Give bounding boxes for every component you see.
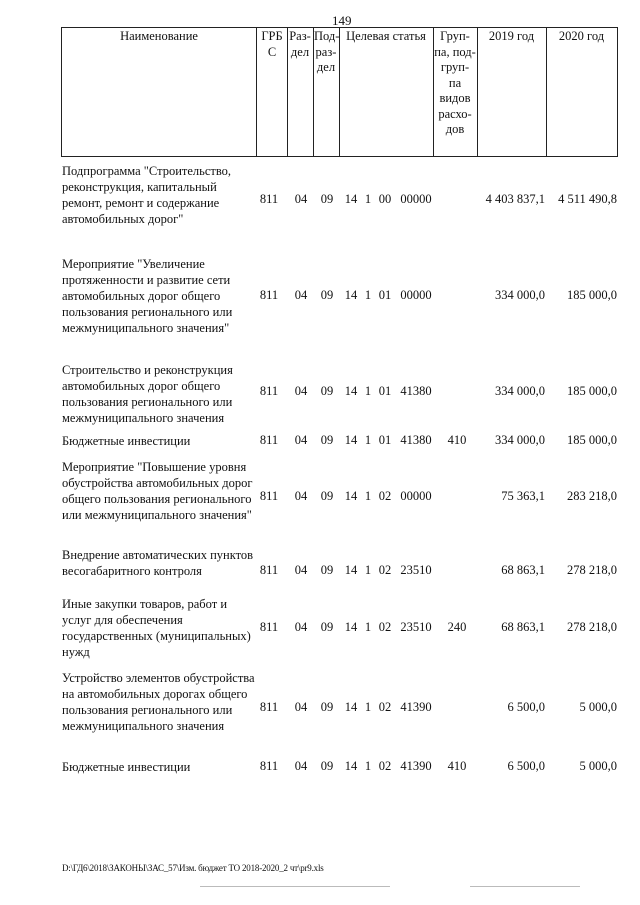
cell-cs1: 14 — [344, 563, 358, 577]
header-year-2020: 2020 год — [558, 29, 605, 43]
header-razdel: Раз- дел — [289, 29, 311, 59]
cell-cs4: 23510 — [400, 563, 432, 577]
cell-y2: 185 000,0 — [567, 433, 617, 447]
cell-podrazdel: 09 — [320, 700, 334, 714]
cell-y2: 185 000,0 — [567, 288, 617, 302]
cell-podrazdel: 09 — [320, 759, 334, 773]
header-podrazdel: Под- раз- дел — [314, 29, 340, 74]
row-name: Строительство и реконструкция автомобильных дорог общего пользования регионального или межмуниципального значения — [62, 363, 233, 425]
cell-y1: 6 500,0 — [507, 759, 545, 773]
cell-cs2: 1 — [364, 384, 372, 398]
cell-razdel: 04 — [294, 620, 308, 634]
cell-y1: 334 000,0 — [495, 384, 545, 398]
header-divider — [546, 27, 547, 156]
cell-y2: 5 000,0 — [579, 700, 617, 714]
cell-y1: 75 363,1 — [501, 489, 545, 503]
cell-razdel: 04 — [294, 759, 308, 773]
cell-cs4: 23510 — [400, 620, 432, 634]
cell-grbs: 811 — [259, 700, 279, 714]
cell-cs1: 14 — [344, 192, 358, 206]
header-year-2019: 2019 год — [488, 29, 535, 43]
cell-y2: 278 218,0 — [567, 620, 617, 634]
cell-cs2: 1 — [364, 489, 372, 503]
cell-cs3: 01 — [378, 384, 392, 398]
cell-podrazdel: 09 — [320, 489, 334, 503]
cell-cs4: 00000 — [400, 489, 432, 503]
cell-cs4: 41390 — [400, 700, 432, 714]
header-grbs: ГРБ С — [261, 29, 283, 59]
cell-cs3: 02 — [378, 563, 392, 577]
header-divider — [256, 27, 257, 156]
cell-y1: 68 863,1 — [501, 620, 545, 634]
cell-y1: 6 500,0 — [507, 700, 545, 714]
cell-y2: 185 000,0 — [567, 384, 617, 398]
cell-cs4: 41390 — [400, 759, 432, 773]
cell-podrazdel: 09 — [320, 433, 334, 447]
cell-razdel: 04 — [294, 288, 308, 302]
cell-grbs: 811 — [259, 433, 279, 447]
cell-podrazdel: 09 — [320, 288, 334, 302]
cell-y1: 334 000,0 — [495, 433, 545, 447]
cell-y1: 334 000,0 — [495, 288, 545, 302]
row-name: Внедрение автоматических пунктов весогабаритного контроля — [62, 548, 254, 578]
cell-razdel: 04 — [294, 489, 308, 503]
cell-cs2: 1 — [364, 700, 372, 714]
cell-y2: 4 511 490,8 — [558, 192, 617, 206]
header-name: Наименование — [120, 29, 198, 43]
cell-cs4: 00000 — [400, 192, 432, 206]
cell-cs1: 14 — [344, 288, 358, 302]
header-divider — [339, 27, 340, 156]
scan-artifact — [470, 886, 580, 887]
row-name: Бюджетные инвестиции — [62, 760, 191, 774]
cell-y2: 278 218,0 — [567, 563, 617, 577]
header-gruppa-vidov-rashodov: Груп- па, под- груп- па видов расхо- дов — [434, 29, 476, 136]
row-name: Бюджетные инвестиции — [62, 434, 191, 448]
page-number: 149 — [332, 13, 352, 28]
cell-grbs: 811 — [259, 563, 279, 577]
cell-grbs: 811 — [259, 759, 279, 773]
cell-razdel: 04 — [294, 192, 308, 206]
scan-artifact — [200, 886, 390, 887]
cell-grbs: 811 — [259, 192, 279, 206]
cell-y1: 4 403 837,1 — [485, 192, 545, 206]
cell-cs1: 14 — [344, 700, 358, 714]
row-name: Иные закупки товаров, работ и услуг для обеспечения государственных (муниципальных) нужд — [62, 597, 251, 659]
row-name: Мероприятие "Увеличение протяженности и развитие сети автомобильных дорог общего пользования регионального или межмуниципального значения" — [62, 257, 233, 335]
cell-cs3: 01 — [378, 433, 392, 447]
cell-cs3: 02 — [378, 759, 392, 773]
cell-cs2: 1 — [364, 288, 372, 302]
cell-y2: 5 000,0 — [579, 759, 617, 773]
table-header — [61, 27, 617, 156]
cell-grbs: 811 — [259, 489, 279, 503]
cell-vr: 240 — [447, 620, 467, 634]
cell-cs2: 1 — [364, 759, 372, 773]
cell-grbs: 811 — [259, 384, 279, 398]
cell-vr: 410 — [447, 433, 467, 447]
row-name: Мероприятие "Повышение уровня обустройства автомобильных дорог общего пользования регионального или межмуниципального значения" — [62, 460, 253, 522]
footer-file-path: D:\ГД6\2018\ЗАКОНЫ\ЗАС_57\Изм. бюджет ТО 2018-2020_2 чт\pr9.xls — [62, 863, 324, 873]
cell-podrazdel: 09 — [320, 384, 334, 398]
cell-cs4: 41380 — [400, 384, 432, 398]
cell-cs1: 14 — [344, 759, 358, 773]
header-tselevaya-statya: Целевая статья — [346, 29, 426, 43]
cell-cs1: 14 — [344, 384, 358, 398]
cell-cs3: 01 — [378, 288, 392, 302]
header-divider — [477, 27, 478, 156]
cell-cs2: 1 — [364, 620, 372, 634]
cell-razdel: 04 — [294, 700, 308, 714]
row-name: Подпрограмма "Строительство, реконструкция, капитальный ремонт, ремонт и содержание автомобильных дорог" — [62, 164, 232, 226]
cell-razdel: 04 — [294, 563, 308, 577]
cell-cs3: 02 — [378, 620, 392, 634]
cell-cs2: 1 — [364, 433, 372, 447]
cell-grbs: 811 — [259, 620, 279, 634]
cell-cs4: 00000 — [400, 288, 432, 302]
cell-cs1: 14 — [344, 620, 358, 634]
cell-cs3: 02 — [378, 700, 392, 714]
cell-grbs: 811 — [259, 288, 279, 302]
cell-y1: 68 863,1 — [501, 563, 545, 577]
cell-cs1: 14 — [344, 489, 358, 503]
cell-razdel: 04 — [294, 433, 308, 447]
cell-vr: 410 — [447, 759, 467, 773]
cell-y2: 283 218,0 — [567, 489, 617, 503]
cell-cs2: 1 — [364, 563, 372, 577]
cell-cs1: 14 — [344, 433, 358, 447]
cell-cs4: 41380 — [400, 433, 432, 447]
cell-podrazdel: 09 — [320, 192, 334, 206]
row-name: Устройство элементов обустройства на автомобильных дорогах общего пользования регионального или межмуниципального значения — [62, 671, 255, 733]
cell-podrazdel: 09 — [320, 620, 334, 634]
cell-cs3: 02 — [378, 489, 392, 503]
cell-razdel: 04 — [294, 384, 308, 398]
cell-cs3: 00 — [378, 192, 392, 206]
cell-podrazdel: 09 — [320, 563, 334, 577]
cell-cs2: 1 — [364, 192, 372, 206]
